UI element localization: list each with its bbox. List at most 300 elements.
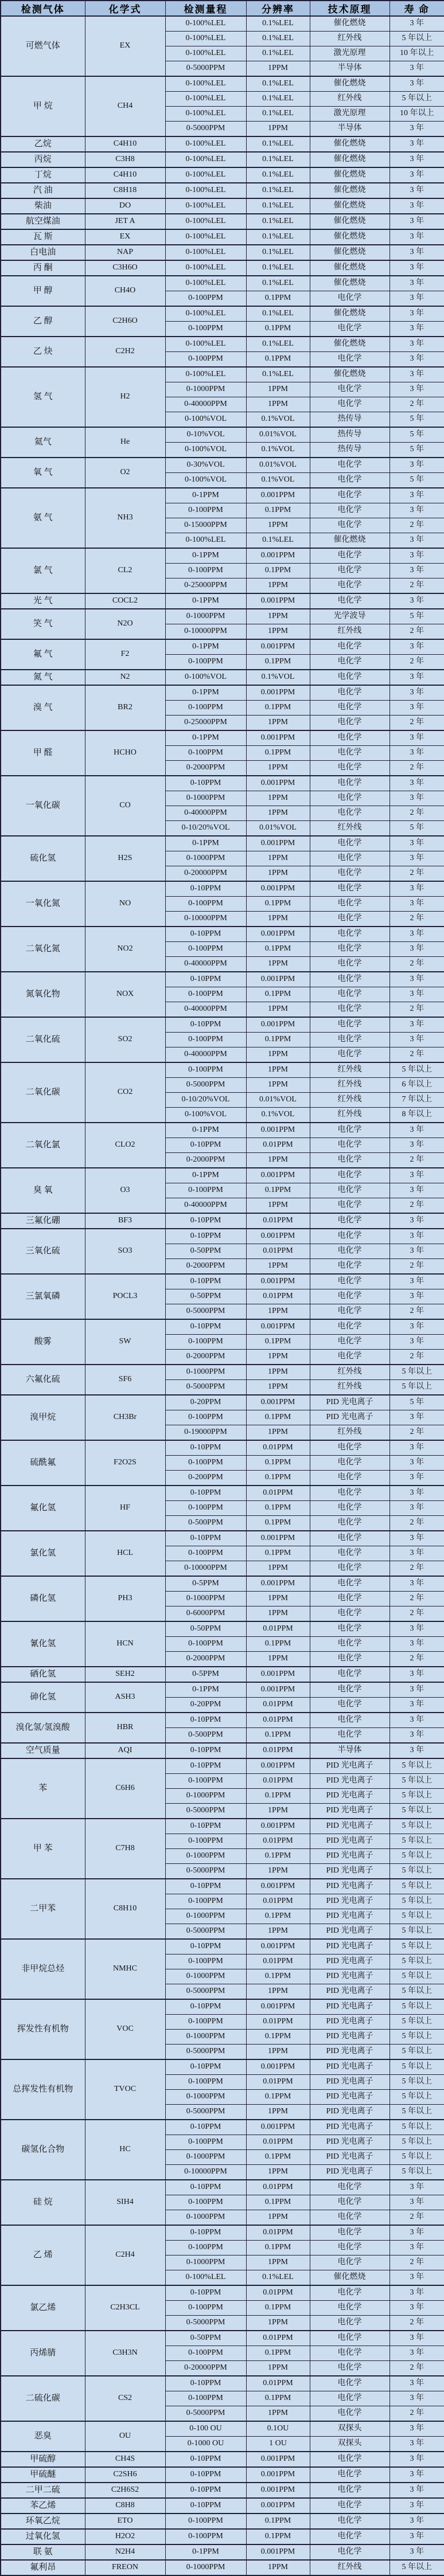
resolution-cell: 0.01PPM [246, 1894, 310, 1909]
detection-range-cell: 0-100%LEL [165, 183, 246, 198]
chemical-formula-cell: SW [85, 1319, 165, 1365]
lifetime-cell: 3 年 [390, 730, 444, 746]
lifetime-cell: 3 年 [390, 701, 444, 716]
resolution-cell: 0.1PPM [246, 322, 310, 337]
detection-range-cell: 0-40000PPM [165, 1002, 246, 1018]
lifetime-cell: 3 年 [390, 183, 444, 198]
technology-cell: 电化学 [310, 1033, 390, 1047]
lifetime-cell: 2 年 [390, 1425, 444, 1441]
resolution-cell: 1PPM [246, 2210, 310, 2226]
table-row [1, 16, 444, 32]
technology-cell: 电化学 [310, 927, 390, 942]
chemical-formula-cell: H2O2 [85, 2529, 165, 2544]
technology-cell: 红外线 [310, 1425, 390, 1441]
gas-name-cell: 二氧化氯 [1, 1123, 85, 1168]
detection-range-cell: 0-100%VOL [165, 473, 246, 488]
detection-range-cell: 0-5000PPM [165, 2105, 246, 2120]
technology-cell: 催化燃烧 [310, 276, 390, 291]
detection-range-cell: 0-5000PPM [165, 1804, 246, 1819]
detection-range-cell: 0-200PPM [165, 1471, 246, 1486]
resolution-cell: 1PPM [246, 2560, 310, 2575]
table-row [1, 458, 444, 473]
lifetime-cell: 3 年 [390, 1728, 444, 1744]
resolution-cell: 0.1PPM [246, 942, 310, 957]
resolution-cell: 0.001PPM [246, 1168, 310, 1183]
detection-range-cell: 0-10PPM [165, 1229, 246, 1244]
gas-name-cell: 联 氨 [1, 2544, 85, 2560]
table-row [1, 639, 444, 655]
technology-cell: 电化学 [310, 2406, 390, 2422]
chemical-formula-cell: N2H4 [85, 2544, 165, 2560]
detection-range-cell: 0-10PPM [165, 972, 246, 987]
table-row [1, 183, 444, 198]
lifetime-cell: 3 年 [390, 260, 444, 276]
resolution-cell: 1PPM [246, 518, 310, 533]
resolution-cell: 0.01%VOL [246, 1093, 310, 1108]
lifetime-cell: 3 年 [390, 1471, 444, 1486]
detection-range-cell: 0-5PPM [165, 1576, 246, 1592]
resolution-cell: 0.001PPM [246, 2120, 310, 2135]
technology-cell: 红外线 [310, 624, 390, 640]
detection-range-cell: 0-5PPM [165, 1667, 246, 1682]
technology-cell: 电化学 [310, 806, 390, 821]
gas-name-cell: 甲 醛 [1, 730, 85, 776]
technology-cell: 催化燃烧 [310, 2270, 390, 2286]
lifetime-cell: 3 年 [390, 791, 444, 806]
technology-cell: PID 光电离子 [310, 1789, 390, 1804]
lifetime-cell: 5 年以上 [390, 2045, 444, 2060]
gas-name-cell: 丙烷 [1, 152, 85, 167]
detection-range-cell: 0-10PPM [165, 1743, 246, 1758]
lifetime-cell: 3 年 [390, 2391, 444, 2406]
table-row [1, 1213, 444, 1229]
lifetime-cell: 3 年 [390, 1274, 444, 1289]
table-row [1, 1486, 444, 1501]
chemical-formula-cell: C2H6O [85, 306, 165, 337]
table-row [1, 1274, 444, 1289]
table-row [1, 1531, 444, 1546]
resolution-cell: 0.1PPM [246, 2195, 310, 2210]
lifetime-cell: 3 年 [390, 2467, 444, 2483]
resolution-cell: 0.1PPM [246, 564, 310, 578]
table-row [1, 2120, 444, 2135]
resolution-cell: 0.1%LEL [246, 16, 310, 32]
chemical-formula-cell: CLO2 [85, 1123, 165, 1168]
technology-cell: 电化学 [310, 1259, 390, 1275]
resolution-cell: 0.01PPM [246, 1486, 310, 1501]
gas-name-cell: 乙 烯 [1, 2225, 85, 2285]
detection-range-cell: 0-100PPM [165, 987, 246, 1002]
detection-range-cell: 0-100PPM [165, 701, 246, 716]
lifetime-cell: 3 年 [390, 2437, 444, 2452]
detection-range-cell: 0-5000PPM [165, 1984, 246, 2000]
technology-cell: PID 光电离子 [310, 1984, 390, 2000]
lifetime-cell: 5 年以上 [390, 2075, 444, 2090]
table-row [1, 2514, 444, 2529]
detection-range-cell: 0-100%LEL [165, 214, 246, 229]
lifetime-cell: 3 年 [390, 198, 444, 214]
lifetime-cell: 3 年 [390, 2498, 444, 2514]
technology-cell: 电化学 [310, 2361, 390, 2376]
technology-cell: 电化学 [310, 866, 390, 882]
resolution-cell: 0.01PPM [246, 2285, 310, 2301]
lifetime-cell: 2 年 [390, 912, 444, 927]
lifetime-cell: 3 年 [390, 746, 444, 761]
detection-range-cell: 0-100PPM [165, 655, 246, 670]
detection-range-cell: 0-100PPM [165, 942, 246, 957]
detection-range-cell: 0-5000PPM [165, 1864, 246, 1879]
resolution-cell: 0.001PPM [246, 1576, 310, 1592]
resolution-cell: 0.1%LEL [246, 198, 310, 214]
chemical-formula-cell: HF [85, 1486, 165, 1531]
detection-range-cell: 0-100%VOL [165, 1108, 246, 1123]
technology-cell: 红外线 [310, 1380, 390, 1396]
resolution-cell: 0.1PPM [246, 1410, 310, 1425]
technology-cell: PID 光电离子 [310, 1909, 390, 1924]
detection-range-cell: 0-100PPM [165, 1894, 246, 1909]
technology-cell: PID 光电离子 [310, 1955, 390, 1969]
detection-range-cell: 0-10PPM [165, 1531, 246, 1546]
lifetime-cell: 5 年 [390, 473, 444, 488]
lifetime-cell: 5 年以上 [390, 1819, 444, 1834]
resolution-cell: 0.01%VOL [246, 821, 310, 836]
technology-cell: 电化学 [310, 655, 390, 670]
technology-cell: 电化学 [310, 397, 390, 412]
lifetime-cell: 3 年 [390, 2225, 444, 2241]
lifetime-cell: 5 年 [390, 427, 444, 443]
technology-cell: 电化学 [310, 1153, 390, 1168]
technology-cell: 电化学 [310, 503, 390, 518]
detection-range-cell: 0-100PPM [165, 1546, 246, 1561]
technology-cell: 红外线 [310, 1078, 390, 1093]
table-row [1, 2421, 444, 2437]
lifetime-cell: 3 年 [390, 16, 444, 32]
detection-range-cell: 0-100%LEL [165, 16, 246, 32]
technology-cell: 催化燃烧 [310, 167, 390, 183]
table-row [1, 2529, 444, 2544]
resolution-cell: 1PPM [246, 1652, 310, 1667]
lifetime-cell: 3 年 [390, 291, 444, 307]
technology-cell: 电化学 [310, 1183, 390, 1198]
detection-range-cell: 0-100%LEL [165, 229, 246, 245]
detection-range-cell: 0-100PPM [165, 1062, 246, 1078]
chemical-formula-cell: NOX [85, 972, 165, 1017]
resolution-cell: 0.001PPM [246, 593, 310, 609]
gas-name-cell: 二甲苯 [1, 1879, 85, 1939]
table-row [1, 1395, 444, 1410]
detection-range-cell: 0-10PPM [165, 1319, 246, 1335]
technology-cell: PID 光电离子 [310, 1834, 390, 1849]
technology-cell: 电化学 [310, 2180, 390, 2195]
lifetime-cell: 3 年 [390, 1698, 444, 1713]
chemical-formula-cell: BR2 [85, 685, 165, 730]
gas-name-cell: 瓦 斯 [1, 229, 85, 245]
resolution-cell: 0.001PPM [246, 1229, 310, 1244]
lifetime-cell: 3 年 [390, 2180, 444, 2195]
lifetime-cell: 5 年以上 [390, 32, 444, 46]
lifetime-cell: 3 年 [390, 776, 444, 791]
header-gas-name: 检测气体 [1, 1, 85, 16]
technology-cell: 电化学 [310, 2498, 390, 2514]
detection-range-cell: 0-10PPM [165, 2059, 246, 2075]
resolution-cell: 0.01%VOL [246, 458, 310, 473]
chemical-formula-cell: TVOC [85, 2059, 165, 2120]
lifetime-cell: 3 年 [390, 548, 444, 564]
resolution-cell: 0.001PPM [246, 639, 310, 655]
technology-cell: 半导体 [310, 1743, 390, 1758]
gas-name-cell: 硒化氢 [1, 1667, 85, 1682]
detection-range-cell: 0-40000PPM [165, 806, 246, 821]
detection-range-cell: 0-100PPM [165, 322, 246, 337]
resolution-cell: 1PPM [246, 2316, 310, 2331]
detection-range-cell: 0-1PPM [165, 1168, 246, 1183]
gas-name-cell: 总挥发性有机物 [1, 2059, 85, 2120]
lifetime-cell: 5 年以上 [390, 2560, 444, 2575]
detection-range-cell: 0-10PPM [165, 1440, 246, 1456]
technology-cell: 电化学 [310, 1168, 390, 1183]
table-row [1, 306, 444, 322]
technology-cell: 电化学 [310, 578, 390, 594]
lifetime-cell: 3 年 [390, 306, 444, 322]
resolution-cell: 0.1PPM [246, 2301, 310, 2316]
technology-cell: 电化学 [310, 851, 390, 866]
gas-name-cell: 笑 气 [1, 609, 85, 639]
resolution-cell: 1PPM [246, 1062, 310, 1078]
detection-range-cell: 0-100PPM [165, 564, 246, 578]
technology-cell: 电化学 [310, 2301, 390, 2316]
detection-range-cell: 0-100PPM [165, 1774, 246, 1789]
lifetime-cell: 5 年以上 [390, 1789, 444, 1804]
resolution-cell: 1PPM [246, 382, 310, 397]
technology-cell: 双探头 [310, 2421, 390, 2437]
detection-range-cell: 0-10PPM [165, 776, 246, 791]
technology-cell: PID 光电离子 [310, 1969, 390, 1984]
lifetime-cell: 3 年 [390, 670, 444, 685]
technology-cell: 电化学 [310, 1531, 390, 1546]
technology-cell: 电化学 [310, 1652, 390, 1667]
chemical-formula-cell: C4H10 [85, 136, 165, 152]
lifetime-cell: 3 年 [390, 152, 444, 167]
resolution-cell: 0.001PPM [246, 2467, 310, 2483]
resolution-cell: 0.1PPM [246, 1335, 310, 1350]
lifetime-cell: 8 年以上 [390, 1108, 444, 1123]
lifetime-cell: 2 年 [390, 1350, 444, 1365]
detection-range-cell: 0-100PPM [165, 2135, 246, 2150]
detection-range-cell: 0-10PPM [165, 2120, 246, 2135]
detection-range-cell: 0-10PPM [165, 2180, 246, 2195]
resolution-cell: 0.001PPM [246, 1319, 310, 1335]
gas-name-cell: 乙 炔 [1, 337, 85, 367]
technology-cell: 电化学 [310, 1002, 390, 1018]
technology-cell: 激光原理 [310, 107, 390, 122]
resolution-cell: 0.1%LEL [246, 245, 310, 260]
technology-cell: 催化燃烧 [310, 337, 390, 352]
lifetime-cell: 3 年 [390, 245, 444, 260]
chemical-formula-cell: C8H8 [85, 2498, 165, 2514]
resolution-cell: 0.001PPM [246, 1758, 310, 1774]
technology-cell: 电化学 [310, 1244, 390, 1259]
detection-range-cell: 0-1PPM [165, 836, 246, 851]
technology-cell: 电化学 [310, 670, 390, 685]
technology-cell: 电化学 [310, 1576, 390, 1592]
resolution-cell: 0.1OU [246, 2421, 310, 2437]
table-row [1, 2059, 444, 2075]
technology-cell: 红外线 [310, 1093, 390, 1108]
table-row [1, 2376, 444, 2391]
technology-cell: 催化燃烧 [310, 367, 390, 382]
lifetime-cell: 2 年 [390, 1652, 444, 1667]
resolution-cell: 1PPM [246, 2256, 310, 2270]
technology-cell: PID 光电离子 [310, 1999, 390, 2015]
gas-name-cell: 一氧化碳 [1, 776, 85, 836]
gas-name-cell: 硫酰氟 [1, 1440, 85, 1486]
chemical-formula-cell: CH4O [85, 276, 165, 306]
gas-name-cell: 甲 烷 [1, 76, 85, 136]
lifetime-cell: 3 年 [390, 122, 444, 137]
resolution-cell: 0.01PPM [246, 2135, 310, 2150]
detection-range-cell: 0-100%LEL [165, 76, 246, 92]
detection-range-cell: 0-10000PPM [165, 624, 246, 640]
lifetime-cell: 3 年 [390, 2376, 444, 2391]
detection-range-cell: 0-100PPM [165, 1501, 246, 1516]
lifetime-cell: 5 年 [390, 821, 444, 836]
technology-cell: 电化学 [310, 1138, 390, 1153]
resolution-cell: 0.01PPM [246, 1289, 310, 1304]
lifetime-cell: 3 年 [390, 685, 444, 701]
technology-cell: 电化学 [310, 1471, 390, 1486]
detection-range-cell: 0-100PPM [165, 897, 246, 912]
detection-range-cell: 0-1000PPM [165, 609, 246, 624]
chemical-formula-cell: C2H4 [85, 2225, 165, 2285]
lifetime-cell: 3 年 [390, 2241, 444, 2256]
table-row [1, 593, 444, 609]
table-row [1, 1713, 444, 1728]
chemical-formula-cell: CH3Br [85, 1395, 165, 1440]
chemical-formula-cell: VOC [85, 1999, 165, 2059]
lifetime-cell: 3 年 [390, 2195, 444, 2210]
header-technology: 技术原理 [310, 1, 390, 16]
technology-cell: 电化学 [310, 1440, 390, 1456]
detection-range-cell: 0-10PPM [165, 2498, 246, 2514]
resolution-cell: 0.1PPM [246, 2030, 310, 2045]
resolution-cell: 0.1PPM [246, 2346, 310, 2361]
detection-range-cell: 0-100PPM [165, 2301, 246, 2316]
lifetime-cell: 5 年以上 [390, 1864, 444, 1879]
resolution-cell: 0.1PPM [246, 1456, 310, 1471]
table-row [1, 2483, 444, 2498]
gas-name-cell: 溴化氢/氢溴酸 [1, 1713, 85, 1743]
technology-cell: 电化学 [310, 2195, 390, 2210]
technology-cell: 电化学 [310, 1456, 390, 1471]
resolution-cell: 0.01PPM [246, 2075, 310, 2090]
resolution-cell: 0.01PPM [246, 2180, 310, 2195]
chemical-formula-cell: ASH3 [85, 1682, 165, 1713]
lifetime-cell: 3 年 [390, 2270, 444, 2286]
resolution-cell: 0.1PPM [246, 1471, 310, 1486]
technology-cell: 红外线 [310, 32, 390, 46]
gas-name-cell: 环氧乙烷 [1, 2514, 85, 2529]
detection-range-cell: 0-10/20%VOL [165, 1093, 246, 1108]
lifetime-cell: 5 年以上 [390, 1062, 444, 1078]
technology-cell: 电化学 [310, 1229, 390, 1244]
gas-name-cell: 过氧化氢 [1, 2529, 85, 2544]
detection-range-cell: 0-40000PPM [165, 1047, 246, 1063]
chemical-formula-cell: C4H10 [85, 167, 165, 183]
technology-cell: 电化学 [310, 1047, 390, 1063]
resolution-cell: 0.1PPM [246, 655, 310, 670]
detection-range-cell: 0-1000PPM [165, 2256, 246, 2270]
lifetime-cell: 3 年 [390, 1637, 444, 1652]
resolution-cell: 0.001PPM [246, 730, 310, 746]
technology-cell: 红外线 [310, 821, 390, 836]
lifetime-cell: 2 年 [390, 761, 444, 776]
resolution-cell: 0.1%LEL [246, 533, 310, 549]
gas-name-cell: 恶臭 [1, 2421, 85, 2452]
detection-range-cell: 0-100PPM [165, 2195, 246, 2210]
chemical-formula-cell: SF6 [85, 1365, 165, 1395]
detection-range-cell: 0-100%LEL [165, 136, 246, 152]
technology-cell: 电化学 [310, 1621, 390, 1637]
detection-range-cell: 0-100PPM [165, 746, 246, 761]
technology-cell: 催化燃烧 [310, 260, 390, 276]
table-row [1, 776, 444, 791]
detection-range-cell: 0-1000PPM [165, 1909, 246, 1924]
chemical-formula-cell: OU [85, 2421, 165, 2452]
gas-name-cell: 溴 气 [1, 685, 85, 730]
table-row [1, 167, 444, 183]
lifetime-cell: 3 年 [390, 2285, 444, 2301]
lifetime-cell: 5 年以上 [390, 1955, 444, 1969]
table-row [1, 1999, 444, 2015]
technology-cell: 电化学 [310, 1486, 390, 1501]
lifetime-cell: 3 年 [390, 1576, 444, 1592]
lifetime-cell: 3 年 [390, 1138, 444, 1153]
detection-range-cell: 0-1PPM [165, 593, 246, 609]
technology-cell: 电化学 [310, 1304, 390, 1320]
lifetime-cell: 3 年 [390, 136, 444, 152]
resolution-cell: 0.001PPM [246, 1682, 310, 1698]
detection-range-cell: 0-2000PPM [165, 1350, 246, 1365]
lifetime-cell: 3 年 [390, 229, 444, 245]
lifetime-cell: 2 年 [390, 2210, 444, 2226]
technology-cell: 电化学 [310, 1592, 390, 1606]
detection-range-cell: 0-100%LEL [165, 32, 246, 46]
lifetime-cell: 3 年 [390, 533, 444, 549]
lifetime-cell: 3 年 [390, 942, 444, 957]
technology-cell: 电化学 [310, 2452, 390, 2467]
resolution-cell: 0.01PPM [246, 2225, 310, 2241]
lifetime-cell: 3 年 [390, 2346, 444, 2361]
table-row [1, 2180, 444, 2195]
resolution-cell: 0.001PPM [246, 2059, 310, 2075]
technology-cell: 电化学 [310, 2483, 390, 2498]
technology-cell: PID 光电离子 [310, 1849, 390, 1864]
technology-cell: PID 光电离子 [310, 2135, 390, 2150]
detection-range-cell: 0-100%LEL [165, 198, 246, 214]
lifetime-cell: 2 年 [390, 1259, 444, 1275]
resolution-cell: 0.1%LEL [246, 107, 310, 122]
lifetime-cell: 2 年 [390, 2361, 444, 2376]
detection-range-cell: 0-10PPM [165, 2225, 246, 2241]
technology-cell: 电化学 [310, 1319, 390, 1335]
resolution-cell: 0.001PPM [246, 685, 310, 701]
resolution-cell: 0.1PPM [246, 1033, 310, 1047]
chemical-formula-cell: HCN [85, 1621, 165, 1667]
gas-name-cell: 氦气 [1, 427, 85, 458]
detection-range-cell: 0-1PPM [165, 488, 246, 503]
technology-cell: 电化学 [310, 1561, 390, 1577]
technology-cell: PID 光电离子 [310, 1879, 390, 1894]
